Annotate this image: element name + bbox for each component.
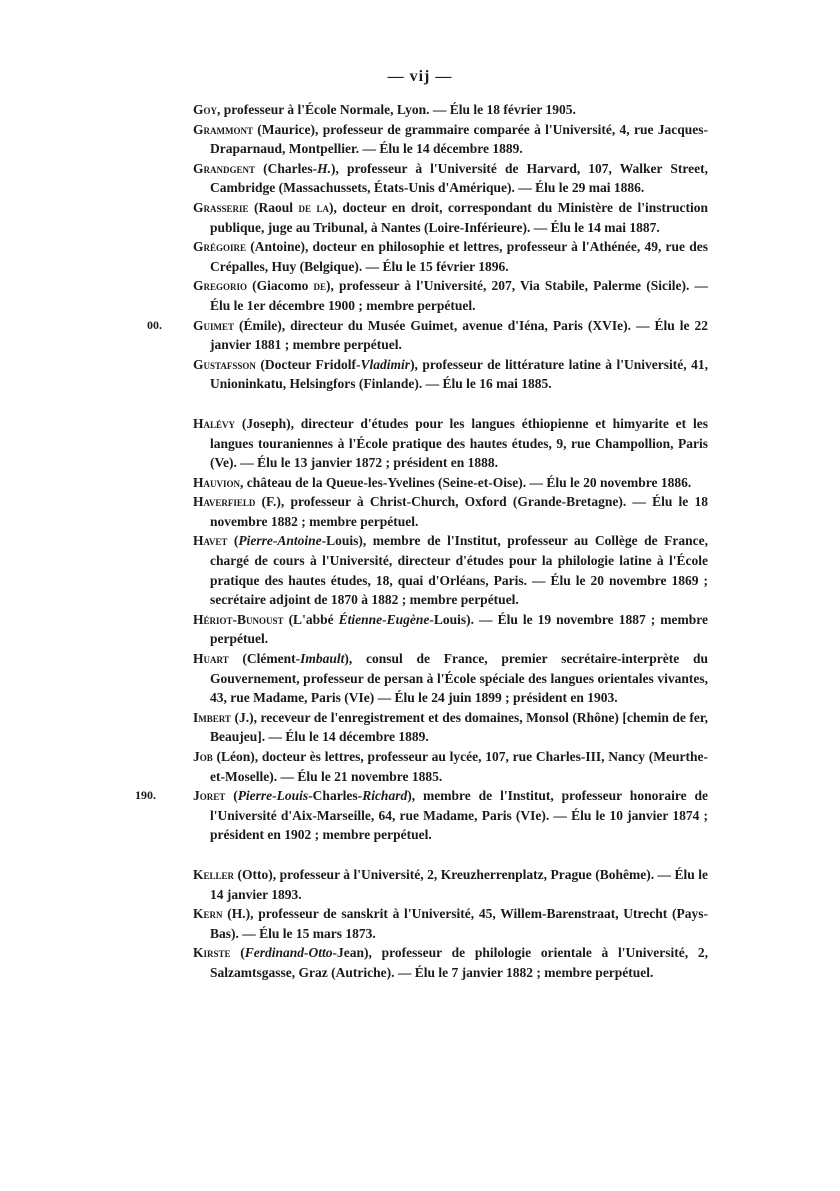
italic-name: Pierre-Louis	[237, 788, 309, 804]
member-entry	[193, 276, 708, 315]
member-entry	[193, 198, 708, 237]
entry-text: (Joseph), directeur d'études pour les langues éthiopienne et himyarite et les langues touraniennes à l'École pratique des hautes études, 9, rue Champollion, Paris (Ve). — Élu le 13 janvier 1872 ; président en 1888.	[210, 415, 708, 471]
entry-text: (Maurice), professeur de grammaire comparée à l'Université, 4, rue Jacques-Draparnaud, Montpellier. — Élu le 14 décembre 1889.	[210, 121, 708, 157]
member-entry	[193, 492, 708, 531]
name-particle: de la	[298, 199, 330, 215]
entry-text: (	[230, 945, 245, 961]
entry-text: , professeur à l'École Normale, Lyon. — Élu le 18 février 1905.	[217, 102, 576, 117]
entry-text: ), professeur de littérature latine à l'Université, 41, Unioninkatu, Helsingfors (Finlande). — Élu le 16 mai 1885.	[210, 356, 708, 392]
entry-text: ), consul de France, premier secrétaire-interprète du Gouvernement, professeur de persan à l'École spéciale des langues orientales vivantes, 43, rue Madame, Paris (VIe) — Élu le 24 juin 1899 ; président en 1903.	[210, 651, 708, 706]
member-name: Kern	[193, 906, 223, 922]
entry-text: -Charles-	[308, 788, 363, 804]
member-entry	[193, 531, 708, 609]
entry-text: (J.), receveur de l'enregistrement et des domaines, Monsol (Rhône) [chemin de fer, Beaujeu]. — Élu le 14 décembre 1889.	[210, 709, 708, 745]
italic-name: Étienne-Eugène	[338, 611, 430, 627]
italic-name: Richard	[362, 788, 408, 804]
italic-name: Pierre-Antoine	[238, 533, 322, 549]
section-gap	[193, 394, 708, 414]
member-name: Guimet	[193, 317, 235, 333]
name-particle: de	[313, 278, 327, 294]
entry-text: , château de la Queue-les-Yvelines (Seine-et-Oise). — Élu le 20 novembre 1886.	[240, 474, 692, 490]
entry-text: ), membre de l'Institut, professeur honoraire de l'Université d'Aix-Marseille, 64, rue Madame, Paris (VIe). — Élu le 10 janvier 1874 ; président en 1902 ; membre perpétuel.	[210, 788, 708, 843]
italic-name: Vladimir	[360, 356, 411, 372]
page-number: — vij —	[387, 68, 453, 85]
member-entry	[193, 120, 708, 159]
member-name: Kirste	[193, 945, 231, 961]
entry-text: (Docteur Fridolf-	[255, 356, 361, 372]
entry-text: (Otto), professeur à l'Université, 2, Kreuzherrenplatz, Prague (Bohême). — Élu le 14 janvier 1893.	[210, 866, 708, 902]
member-name: Halévy	[193, 415, 236, 431]
entry-text: (Giacomo	[247, 278, 314, 294]
member-entry	[193, 159, 708, 198]
member-name: Grasserie	[193, 199, 249, 215]
entry-text: (	[225, 788, 238, 804]
member-entry	[135, 786, 708, 845]
entry-text: -Louis), membre de l'Institut, professeur au Collège de France, chargé de cours à l'Université, directeur d'études pour la philologie latine à l'École pratique des hautes études, 18, quai d'Orléans, Paris. — Élu le 20 novembre 1869 ; secrétaire adjoint de 1870 à 1882 ; membre perpétuel.	[210, 533, 708, 608]
entry-text: ), professeur à l'Université de Harvard, 107, Walker Street, Cambridge (Massachussets, États-Unis d'Amérique). — Élu le 29 mai 1886.	[210, 160, 708, 196]
member-entry	[147, 316, 708, 355]
member-name: Imbert	[193, 709, 231, 725]
member-name: Hériot-Bunoust	[193, 611, 284, 627]
member-list	[135, 100, 708, 983]
member-name: Gustafsson	[193, 356, 256, 372]
member-name: Gregorio	[193, 278, 248, 294]
entry-text: (Léon), docteur ès lettres, professeur au lycée, 107, rue Charles-III, Nancy (Meurthe-et-Moselle). — Élu le 21 novembre 1885.	[210, 749, 708, 784]
section-gap	[193, 845, 708, 865]
entry-text: -Louis). — Élu le 19 novembre 1887 ; membre perpétuel.	[210, 611, 708, 647]
entry-text: ), professeur à l'Université, 207, Via Stabile, Palerme (Sicile). — Élu le 1er décembre 1900 ; membre perpétuel.	[210, 278, 708, 313]
member-entry	[193, 100, 708, 120]
member-name: Huart	[193, 651, 229, 667]
entry-text: -Jean), professeur de philologie orientale à l'Université, 2, Salzamtsgasse, Graz (Autriche). — Élu le 7 janvier 1882 ; membre perpétuel.	[210, 945, 708, 980]
member-entry	[193, 473, 708, 493]
member-name: Haverfield	[193, 494, 256, 510]
entry-text: (H.), professeur de sanskrit à l'Université, 45, Willem-Barenstraat, Utrecht (Pays-Bas). — Élu le 15 mars 1873.	[210, 906, 708, 941]
italic-name: Ferdinand-Otto	[244, 945, 333, 961]
entry-text: (Charles-	[255, 160, 318, 176]
member-entry	[193, 649, 708, 708]
entry-text: (	[227, 533, 239, 549]
entry-text: ), docteur en droit, correspondant du Ministère de l'instruction publique, juge au Tribunal, à Nantes (Loire-Inférieure). — Élu le 14 mai 1887.	[210, 199, 708, 235]
entry-text: (Émile), directeur du Musée Guimet, avenue d'Iéna, Paris (XVIe). — Élu le 22 janvier 1881 ; membre perpétuel.	[210, 317, 708, 353]
entry-text: (Clément-	[228, 651, 301, 667]
member-entry	[193, 865, 708, 904]
member-entry	[193, 747, 708, 786]
member-name: Goy	[193, 102, 218, 117]
member-name: Grammont	[193, 121, 253, 137]
member-entry	[193, 708, 708, 747]
entry-text: (F.), professeur à Christ-Church, Oxford (Grande-Bretagne). — Élu le 18 novembre 1882 ; membre perpétuel.	[210, 494, 708, 529]
entry-text: (Antoine), docteur en philosophie et lettres, professeur à l'Athénée, 49, rue des Crépalles, Huy (Belgique). — Élu le 15 février 1896.	[210, 239, 708, 274]
member-name: Keller	[193, 866, 235, 882]
italic-name: Imbault	[300, 651, 345, 667]
member-entry	[193, 943, 708, 982]
member-entry	[193, 904, 708, 943]
member-name: Havet	[193, 533, 228, 549]
margin-number: 190.	[135, 788, 156, 803]
member-name: Joret	[193, 788, 226, 804]
member-name: Hauvion	[193, 474, 241, 490]
entry-text: (Raoul	[248, 199, 299, 215]
italic-name: H.	[317, 160, 331, 176]
member-entry	[193, 355, 708, 394]
member-name: Grandgent	[193, 160, 256, 176]
member-name: Job	[193, 749, 213, 764]
entry-text: (L'abbé	[283, 611, 339, 627]
member-entry	[193, 610, 708, 649]
member-entry	[193, 237, 708, 276]
member-entry	[193, 414, 708, 473]
member-name: Grégoire	[193, 239, 247, 255]
margin-number: 00.	[147, 317, 162, 332]
